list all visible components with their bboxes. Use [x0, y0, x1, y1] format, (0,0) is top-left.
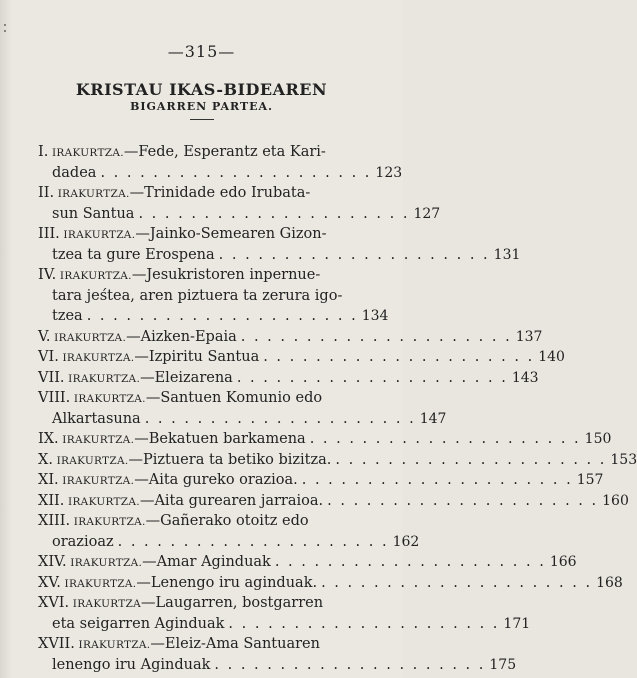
chapter-numeral: VIII.: [38, 390, 71, 406]
chapter-label: IRAKURTZA.: [70, 516, 146, 528]
chapter-title-text: Alkartasuna: [52, 410, 141, 427]
chapter-label: IRAKURTZA.: [59, 229, 136, 241]
page-reference: 137: [515, 328, 543, 345]
page-reference: 162: [392, 533, 420, 550]
chapter-label: IRAKURTZA.: [48, 147, 124, 159]
chapter-title-text: —Jainko-Semearen Gizon-: [135, 226, 327, 242]
chapter-numeral: XV.: [38, 574, 61, 591]
chapter-numeral: VI.: [38, 349, 59, 365]
dot-leader: [96, 163, 375, 184]
chapter-numeral: IX.: [38, 431, 59, 447]
chapter-numeral: XII.: [38, 492, 65, 509]
chapter-title-text: sun Santua: [52, 205, 135, 222]
dot-leader: [306, 429, 585, 450]
dot-leader: [210, 655, 489, 676]
chapter-numeral: X.: [38, 451, 53, 468]
toc-entry-line: [38, 573, 623, 594]
toc-entry-line: [38, 327, 543, 348]
chapter-label: IRAKURTZA.: [58, 434, 135, 446]
chapter-title-text: eta seigarren Aginduak: [52, 615, 225, 632]
chapter-numeral: III.: [38, 226, 60, 242]
chapter-title-text: orazioaz: [52, 533, 114, 550]
chapter-label: IRAKURTZA.: [64, 372, 141, 385]
title-divider: [190, 119, 214, 120]
page-number: —315—: [167, 42, 236, 61]
toc-entry: [38, 429, 612, 450]
dot-leader: [331, 450, 610, 471]
chapter-label: IRAKURTZA.: [50, 331, 127, 344]
dot-leader: [237, 327, 516, 348]
chapter-numeral: I.: [38, 144, 49, 160]
chapter-title-text: —Eleizarena: [140, 369, 233, 386]
chapter-label: IRAKURTZA.: [52, 454, 129, 467]
chapter-title-text: dadea: [52, 164, 97, 181]
toc-entry-line: [38, 491, 629, 512]
toc-entry-line: [38, 409, 447, 430]
toc-entry-line: [38, 614, 531, 635]
toc-entry-line: [38, 265, 360, 286]
chapter-title-text: —Fede, Esperantz eta Kari-: [123, 144, 326, 160]
chapter-numeral: IV.: [38, 267, 57, 283]
dot-leader: [323, 491, 602, 512]
toc-entry-line: [38, 224, 360, 245]
chapter-numeral: XIV.: [38, 554, 67, 570]
page-reference: 123: [375, 164, 403, 181]
dot-leader: [224, 614, 503, 635]
chapter-title-text: —Lenengo iru aginduak.: [136, 574, 318, 591]
table-of-contents: [38, 142, 637, 675]
chapter-title-text: tara jeśtea, aren piztuera ta zerura igo-: [52, 287, 343, 304]
chapter-label: IRAKURTZA.: [60, 577, 137, 590]
dot-leader: [259, 347, 538, 368]
toc-entry: [38, 224, 521, 265]
chapter-label: IRAKURTZA.: [56, 270, 132, 282]
page-reference: 168: [596, 574, 623, 591]
page-reference: 157: [576, 472, 604, 488]
page-subtitle: BIGARREN PARTEA.: [130, 100, 273, 113]
dot-leader: [114, 532, 393, 553]
dot-leader: [83, 306, 362, 327]
dot-leader: [298, 470, 577, 491]
toc-entry-line: [38, 388, 360, 409]
toc-entry: [38, 573, 623, 594]
toc-entry-line: [38, 552, 577, 573]
toc-entry: [38, 388, 447, 429]
toc-entry-line: [38, 634, 360, 655]
toc-entry: [38, 470, 604, 491]
chapter-label: IRAKURTZA.: [64, 495, 140, 508]
page-reference: 160: [602, 492, 629, 509]
page-reference: 127: [413, 205, 441, 222]
chapter-title-text: —Gañerako otoitz edo: [145, 513, 309, 529]
toc-entry-line: [38, 204, 441, 225]
chapter-title-text: —Piztuera ta betiko bizitza.: [128, 451, 332, 468]
toc-entry: [38, 183, 441, 224]
toc-entry: [38, 634, 517, 675]
dot-leader: [233, 368, 512, 389]
page-reference: 153: [610, 451, 637, 468]
chapter-numeral: II.: [38, 185, 55, 201]
chapter-label: IRAKURTZA.: [66, 557, 143, 569]
toc-entry-line: [38, 532, 420, 553]
page-reference: 166: [549, 554, 577, 570]
margin-mark: [4, 30, 6, 32]
toc-entry-line: [38, 347, 565, 368]
page-reference: 134: [361, 308, 389, 324]
chapter-title-text: —Trinidade edo Irubata-: [129, 185, 311, 201]
toc-entry-line: [38, 183, 360, 204]
page-title: KRISTAU IKAS-BIDEAREN: [75, 80, 328, 99]
toc-entry-line: [38, 470, 604, 491]
chapter-label: IRAKURTZA: [69, 598, 142, 610]
chapter-title-text: —Laugarren, bostgarren: [141, 595, 324, 611]
page-reference: 175: [489, 656, 517, 673]
chapter-numeral: XVI.: [38, 595, 70, 611]
toc-entry: [38, 265, 389, 327]
toc-entry-line: [38, 163, 403, 184]
margin-mark: [4, 24, 6, 26]
chapter-label: IRAKURTZA.: [54, 188, 130, 200]
dot-leader: [317, 573, 596, 594]
page-reference: 147: [419, 410, 447, 427]
chapter-numeral: XIII.: [38, 513, 71, 529]
chapter-title-text: —Eleiz-Ama Santuaren: [150, 636, 320, 652]
chapter-title-text: —Bekatuen barkamena: [134, 431, 306, 447]
chapter-title-text: —Aizken-Epaia: [126, 328, 237, 345]
chapter-label: IRAKURTZA.: [58, 352, 135, 364]
dot-leader: [271, 552, 550, 573]
chapter-title-text: —Izpiritu Santua: [134, 349, 260, 365]
chapter-title-text: —Aita gureko orazioa.: [134, 472, 298, 488]
chapter-title-text: tzea ta gure Erospena: [52, 246, 215, 263]
page-reference: 171: [503, 615, 531, 632]
dot-leader: [141, 409, 420, 430]
toc-entry-line: [38, 511, 360, 532]
chapter-numeral: XVII.: [38, 636, 75, 652]
toc-entry-line: [38, 450, 637, 471]
chapter-label: IRAKURTZA.: [70, 393, 146, 405]
toc-entry: [38, 347, 565, 368]
toc-entry: [38, 327, 543, 348]
toc-entry: [38, 491, 629, 512]
chapter-title-text: tzea: [52, 308, 83, 324]
page-reference: 143: [511, 369, 539, 386]
toc-entry-line: [38, 429, 612, 450]
toc-entry-line: [38, 245, 521, 266]
toc-entry-line: [38, 306, 389, 327]
toc-entry: [38, 142, 403, 183]
toc-entry-line: [38, 286, 360, 307]
page-reference: 131: [493, 246, 521, 263]
toc-entry: [38, 368, 539, 389]
toc-entry-line: [38, 655, 517, 676]
toc-entry-line: [38, 368, 539, 389]
toc-entry: [38, 593, 531, 634]
chapter-label: IRAKURTZA.: [58, 475, 135, 487]
toc-entry: [38, 450, 637, 471]
chapter-numeral: V.: [38, 328, 51, 345]
toc-entry-line: [38, 593, 360, 614]
dot-leader: [215, 245, 494, 266]
toc-entry-line: [38, 142, 360, 163]
chapter-title-text: —Amar Aginduak: [142, 554, 271, 570]
chapter-title-text: —Santuen Komunio edo: [145, 390, 323, 406]
chapter-numeral: VII.: [38, 369, 65, 386]
chapter-title-text: —Jesukristoren inpernue-: [131, 267, 321, 283]
chapter-label: IRAKURTZA.: [74, 639, 151, 651]
page-reference: 150: [584, 431, 612, 447]
dot-leader: [134, 204, 413, 225]
chapter-title-text: lenengo iru Aginduak: [52, 656, 211, 673]
page-reference: 140: [538, 349, 565, 365]
chapter-numeral: XI.: [38, 472, 59, 488]
chapter-title-text: —Aita gurearen jarraioa.: [139, 492, 324, 509]
toc-entry: [38, 511, 420, 552]
toc-entry: [38, 552, 577, 573]
